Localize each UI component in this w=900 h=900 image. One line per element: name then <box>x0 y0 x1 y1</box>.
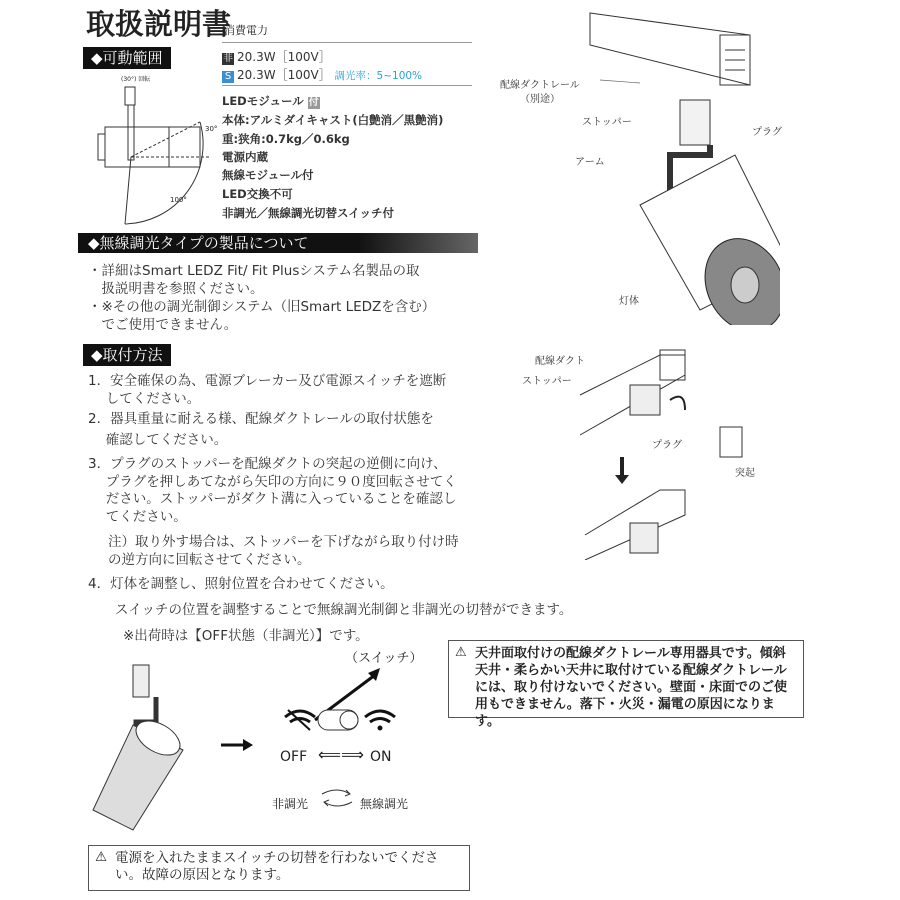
swap-arrows-icon <box>318 785 356 811</box>
wireless-dim-label: 無線調光 <box>360 797 409 811</box>
bullet-line: 扱説明書を参照ください。 <box>88 281 264 297</box>
ship-note: ※出荷時は【OFF状態（非調光）】です。 <box>123 628 369 644</box>
warning-icon: ⚠ <box>95 849 108 865</box>
plug-label: プラグ <box>752 127 782 138</box>
stopper-label-2: ストッパー <box>522 376 572 387</box>
spec-body: 本体:アルミダイキャスト(白艶消／黒艶消) <box>222 113 444 127</box>
angle-b: 100° <box>170 196 187 204</box>
fixture-switch-diagram <box>88 655 258 835</box>
step-4: 4．灯体を調整し、照射位置を合わせてください。 <box>88 576 394 592</box>
duct-label: 配線ダクト <box>535 356 585 367</box>
rail-sub-label: （別途） <box>520 94 560 105</box>
step-line: ださい。ストッパーがダクト溝に入っていることを確認し <box>88 491 457 507</box>
arm-label: アーム <box>575 157 605 168</box>
warning-text: 天井面取付けの配線ダクトレール専用器具です。傾斜天井・柔らかい天井に取付けている配線ダクトレールには、取り付けないでください。壁面・床面でのご使用もできません。落下・火災・漏電の原因になります。 <box>475 646 788 729</box>
dim-rate: 調光率：5~100% <box>334 70 423 82</box>
switch-icon <box>280 665 410 735</box>
protrusion-label: 突起 <box>735 468 755 479</box>
switch-note: スイッチの位置を調整することで無線調光制御と非調光の切替ができます。 <box>115 602 573 618</box>
on-label: ON <box>370 749 392 765</box>
spec-led <box>222 93 323 109</box>
power-non-dim <box>222 48 331 65</box>
plug-label-2: プラグ <box>652 440 682 451</box>
spec-power-supply: 電源内蔵 <box>222 150 268 164</box>
power-dim <box>222 66 422 83</box>
attach-diagram <box>570 345 770 560</box>
spec-text: LEDモジュール <box>222 94 304 108</box>
toggle-arrows: ⟸⟹ <box>318 745 364 764</box>
included-tag: 付 <box>308 97 319 108</box>
range-diagram <box>95 72 220 227</box>
step-line: してください。 <box>88 391 201 407</box>
angle-a: 30° <box>205 125 218 133</box>
wireless-bullet <box>88 262 420 298</box>
range-heading: ◆可動範囲 <box>83 47 171 69</box>
non-dim-label: 非調光 <box>272 797 309 811</box>
bullet-line: ・※その他の調光制御システム（旧Smart LEDZを含む） <box>88 299 436 315</box>
divider <box>222 42 472 43</box>
power-label: 消費電力 <box>224 24 268 37</box>
wireless-heading: ◆無線調光タイプの製品について <box>78 233 478 253</box>
stopper-label: ストッパー <box>582 117 632 128</box>
spec-led-replace: LED交換不可 <box>222 187 293 201</box>
body-label: 灯体 <box>619 296 639 307</box>
warning-text: 電源を入れたままスイッチの切替を行わないでください。故障の原因となります。 <box>115 850 439 883</box>
step-line: プラグを押しあてながら矢印の方向に９０度回転させてく <box>88 473 457 490</box>
bullet-line: でご使用できません。 <box>88 317 238 333</box>
step-2 <box>88 409 434 451</box>
rotation-note: (30°) 回転 <box>121 76 151 83</box>
step-1 <box>88 372 446 408</box>
note-line: 注）取り外す場合は、ストッパーを下げながら取り付け時 <box>108 534 459 550</box>
step-line: てください。 <box>88 508 187 525</box>
off-label: OFF <box>280 749 308 765</box>
s-tag: S <box>222 71 234 83</box>
switch-label: （スイッチ） <box>345 651 423 666</box>
bullet-line: ・詳細はSmart LEDZ Fit/ Fit Plusシステム名製品の取 <box>88 263 420 279</box>
switching-warning <box>88 845 470 891</box>
wireless-bullet <box>88 298 435 334</box>
install-heading: ◆取付方法 <box>83 344 171 366</box>
step-3 <box>88 456 457 526</box>
spec-wireless: 無線モジュール付 <box>222 168 314 182</box>
power-value: 20.3W［100V］ <box>237 50 331 64</box>
step-line: 確認してください。 <box>88 432 228 448</box>
ceiling-warning <box>448 640 804 729</box>
spec-switch: 非調光／無線調光切替スイッチ付 <box>222 206 395 220</box>
note-line: の逆方向に回転させてください。 <box>108 552 311 568</box>
divider <box>222 85 472 86</box>
removal-note <box>108 533 459 569</box>
spec-weight: 重:狭角:0.7kg／0.6kg <box>222 132 350 146</box>
warning-icon: ⚠ <box>455 645 467 660</box>
rail-label: 配線ダクトレール <box>500 80 580 91</box>
step-line: 1．安全確保の為、電源ブレーカー及び電源スイッチを遮断 <box>88 373 447 389</box>
non-dim-tag: 非 <box>223 53 233 64</box>
page-title: 取扱説明書 <box>86 7 232 41</box>
step-line: 2．器具重量に耐える様、配線ダクトレールの取付状態を <box>88 411 434 427</box>
step-line: 3．プラグのストッパーを配線ダクトの突起の逆側に向け、 <box>88 456 447 472</box>
power-value: 20.3W［100V］ <box>237 68 331 82</box>
